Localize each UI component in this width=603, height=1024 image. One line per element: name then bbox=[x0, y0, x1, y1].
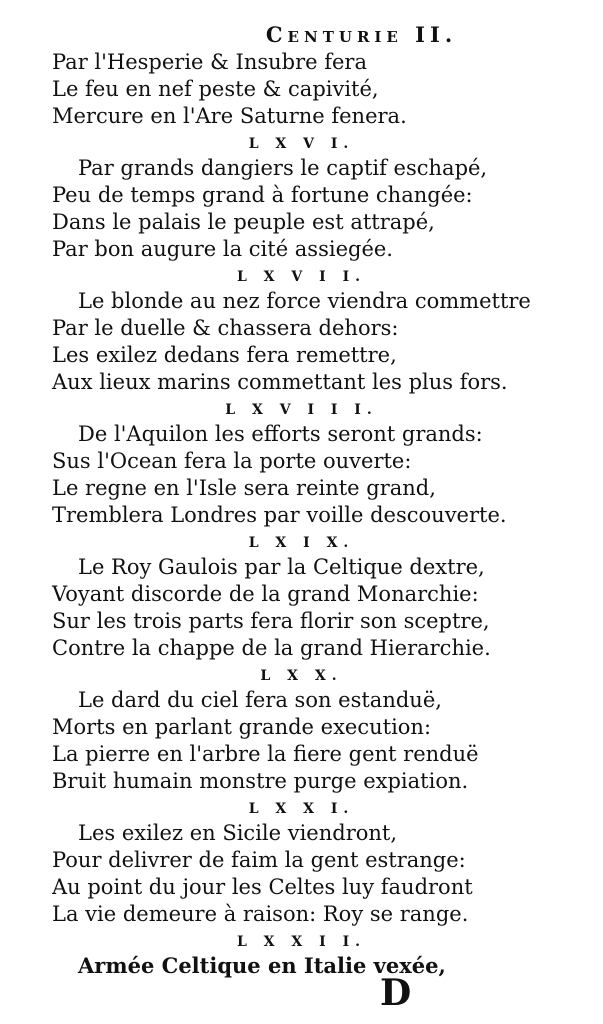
verse-line: Les exilez dedans fera remettre, bbox=[52, 343, 397, 367]
verse-line: Sur les trois parts fera florir son sceptre, bbox=[52, 609, 490, 633]
quatrain-number: L X X. bbox=[260, 668, 343, 684]
verse-line: Voyant discorde de la grand Monarchie: bbox=[52, 582, 479, 606]
page-title: Centurie II. bbox=[265, 22, 458, 47]
verse-line: Aux lieux marins commettant les plus fors. bbox=[52, 370, 508, 394]
verse-line: Tremblera Londres par voille descouverte. bbox=[52, 503, 507, 527]
verse-line: Dans le palais le peuple est attrapé, bbox=[52, 210, 435, 234]
verse-line: Par grands dangiers le captif eschapé, bbox=[78, 156, 488, 180]
verse-line: Le Roy Gaulois par la Celtique dextre, bbox=[78, 555, 485, 579]
verse-line: De l'Aquilon les efforts seront grands: bbox=[78, 422, 483, 446]
quatrain-number: L X V I I. bbox=[236, 269, 367, 285]
verse-line: Le dard du ciel fera son estanduë, bbox=[78, 688, 442, 712]
verse-line: Par le duelle & chassera dehors: bbox=[52, 316, 399, 340]
running-header bbox=[0, 22, 603, 47]
verse-line: La pierre en l'arbre la fiere gent renduë bbox=[52, 742, 479, 766]
verse-line: La vie demeure à raison: Roy se range. bbox=[52, 902, 469, 926]
verse-line: Pour delivrer de faim la gent estrange: bbox=[52, 848, 466, 872]
verse-line: Armée Celtique en Italie vexée, bbox=[78, 953, 446, 978]
signature-mark: D bbox=[380, 972, 412, 1014]
quatrain-number: L X V I I I. bbox=[225, 402, 378, 418]
verse-line: Par l'Hesperie & Insubre fera bbox=[52, 50, 367, 74]
verse-line: Mercure en l'Are Saturne fenera. bbox=[52, 104, 407, 128]
verse-line: Contre la chappe de la grand Hierarchie. bbox=[52, 636, 491, 660]
verse-line: Au point du jour les Celtes luy faudront bbox=[52, 875, 473, 899]
verse-line: Le regne en l'Isle sera reinte grand, bbox=[52, 476, 436, 500]
quatrain-number: L X X I. bbox=[248, 801, 355, 817]
verse-line: Par bon augure la cité assiegée. bbox=[52, 237, 393, 261]
verse-line: Les exilez en Sicile viendront, bbox=[78, 821, 398, 845]
verse-line: Sus l'Ocean fera la porte ouverte: bbox=[52, 449, 412, 473]
verse-line: Bruit humain monstre purge expiation. bbox=[52, 769, 469, 793]
verse-line: Peu de temps grand à fortune changée: bbox=[52, 183, 473, 207]
quatrain-number: L X X I I. bbox=[236, 934, 367, 950]
verse-line: Le feu en nef peste & capivité, bbox=[52, 77, 379, 101]
verse-line: Morts en parlant grande execution: bbox=[52, 715, 432, 739]
quatrain-number: L X V I. bbox=[248, 136, 355, 152]
verse-line: Le blonde au nez force viendra commettre bbox=[78, 289, 531, 313]
quatrain-number: L X I X. bbox=[248, 535, 355, 551]
